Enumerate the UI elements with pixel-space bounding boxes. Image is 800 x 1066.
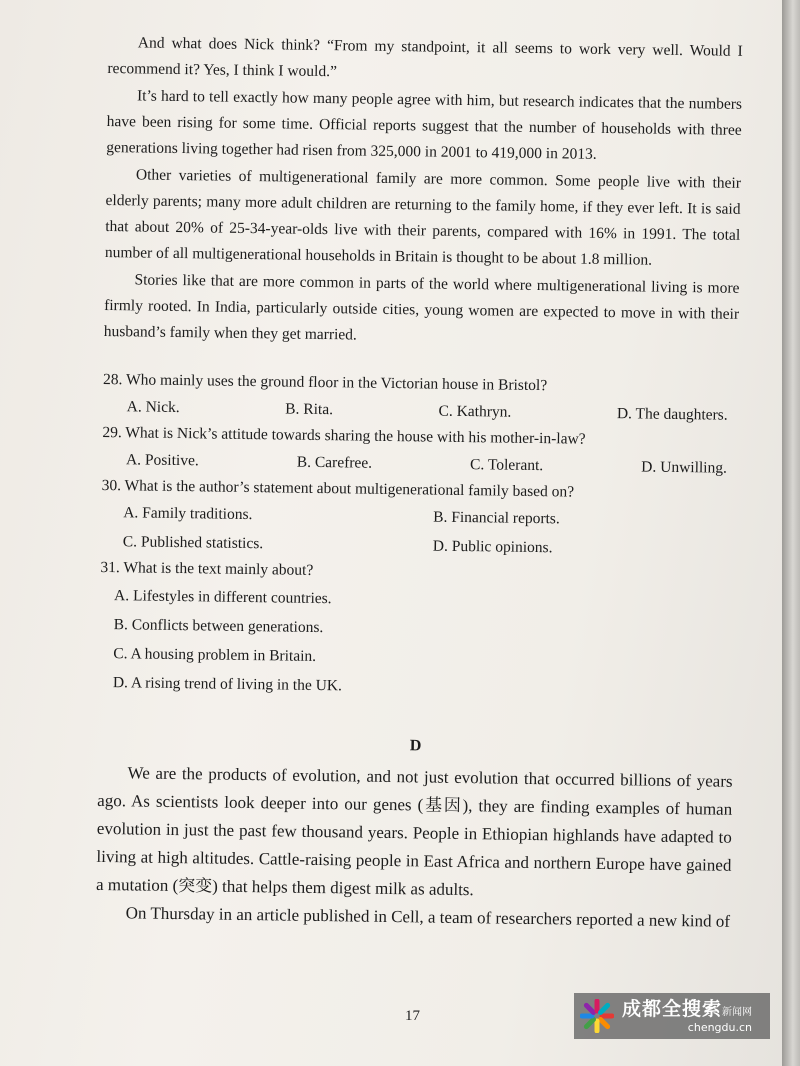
question-31: 31. What is the text mainly about? <box>100 558 314 579</box>
option-30a: A. Family traditions. <box>123 504 253 524</box>
watermark-text <box>622 997 753 1034</box>
passage-paragraph-4: Stories like that are more common in parts of the world where multigenerational living is more firmly rooted. In India, particularly outside cities, young women are expected to move in with their husband’s family when they get married. <box>103 271 740 344</box>
passage-paragraph-1: And what does Nick think? “From my standpoint, it all seems to work very well. Would I recommend it? Yes, I think I would.” <box>107 34 743 81</box>
option-30b: B. Financial reports. <box>433 508 560 528</box>
option-28a: A. Nick. <box>126 398 180 417</box>
option-30d: D. Public opinions. <box>432 537 553 557</box>
option-28c: C. Kathryn. <box>438 402 512 421</box>
book-edge <box>782 0 800 1066</box>
page-content <box>95 30 742 936</box>
option-28d: D. The daughters. <box>616 405 728 424</box>
section-d-paragraph-2: On Thursday in an article published in Cell, a team of researchers reported a new kind of <box>125 903 731 931</box>
logo-ray <box>586 1020 593 1027</box>
option-29c: C. Tolerant. <box>470 456 544 475</box>
option-29b: B. Carefree. <box>296 453 373 472</box>
option-29a: A. Positive. <box>125 451 199 470</box>
question-30-options <box>101 499 737 564</box>
watermark-domain: chengdu.cn <box>687 1020 753 1034</box>
question-28: 28. Who mainly uses the ground floor in the Victorian house in Bristol? <box>103 370 548 395</box>
section-heading: D <box>409 737 422 755</box>
logo-ray <box>601 1020 608 1027</box>
watermark-title <box>622 997 753 1020</box>
option-30c: C. Published statistics. <box>122 533 264 553</box>
question-29: 29. What is Nick’s attitude towards sharing the house with his mother-in-law? <box>102 423 586 448</box>
question-list <box>99 367 739 706</box>
option-31b: B. Conflicts between generations. <box>113 616 324 637</box>
option-31a: A. Lifestyles in different countries. <box>113 587 332 608</box>
watermark-main-text: 成都全搜索 <box>622 997 723 1020</box>
option-31c: C. A housing problem in Britain. <box>113 645 317 665</box>
passage-paragraph-2: It’s hard to tell exactly how many people agree with him, but research indicates that the numbers have been rising for some time. Official reports suggest that the number of households with three generations living together had risen from 325,000 in 2001 to 419,000 in 2013. <box>106 87 743 163</box>
logo-ray <box>601 1005 608 1012</box>
option-29d: D. Unwilling. <box>641 458 728 477</box>
page-number: 17 <box>405 1008 420 1024</box>
section-d-paragraph-1: We are the products of evolution, and not just evolution that occurred billions of years ago. As scientists look deeper into our genes (基因), they are finding examples of human evolution in just the past few thousand years. People in Ethiopian highlands have adapted to living at high altitudes. Cattle-raising people in East Africa and northern Europe have gained a mutation (突变) that helps them digest milk as adults. <box>95 763 733 900</box>
colorful-burst-logo-icon <box>580 999 614 1033</box>
watermark-small-text: 新闻网 <box>722 1006 753 1018</box>
option-31d: D. A rising trend of living in the UK. <box>112 674 343 695</box>
question-30: 30. What is the author’s statement about multigenerational family based on? <box>101 476 575 501</box>
site-watermark <box>574 993 770 1039</box>
passage-paragraph-3: Other varieties of multigenerational family are more common. Some people live with their elderly parents; many more adult children are returning to the family home, if they ever left. It is said that about 20% of 25-34-year-olds live with their parents, compared with 16% in 1991. The total number of all multigenerational households in Britain is thought to be about 1.8 million. <box>104 166 742 269</box>
option-28b: B. Rita. <box>285 400 334 419</box>
logo-ray <box>586 1005 593 1012</box>
question-31-options <box>99 581 736 706</box>
